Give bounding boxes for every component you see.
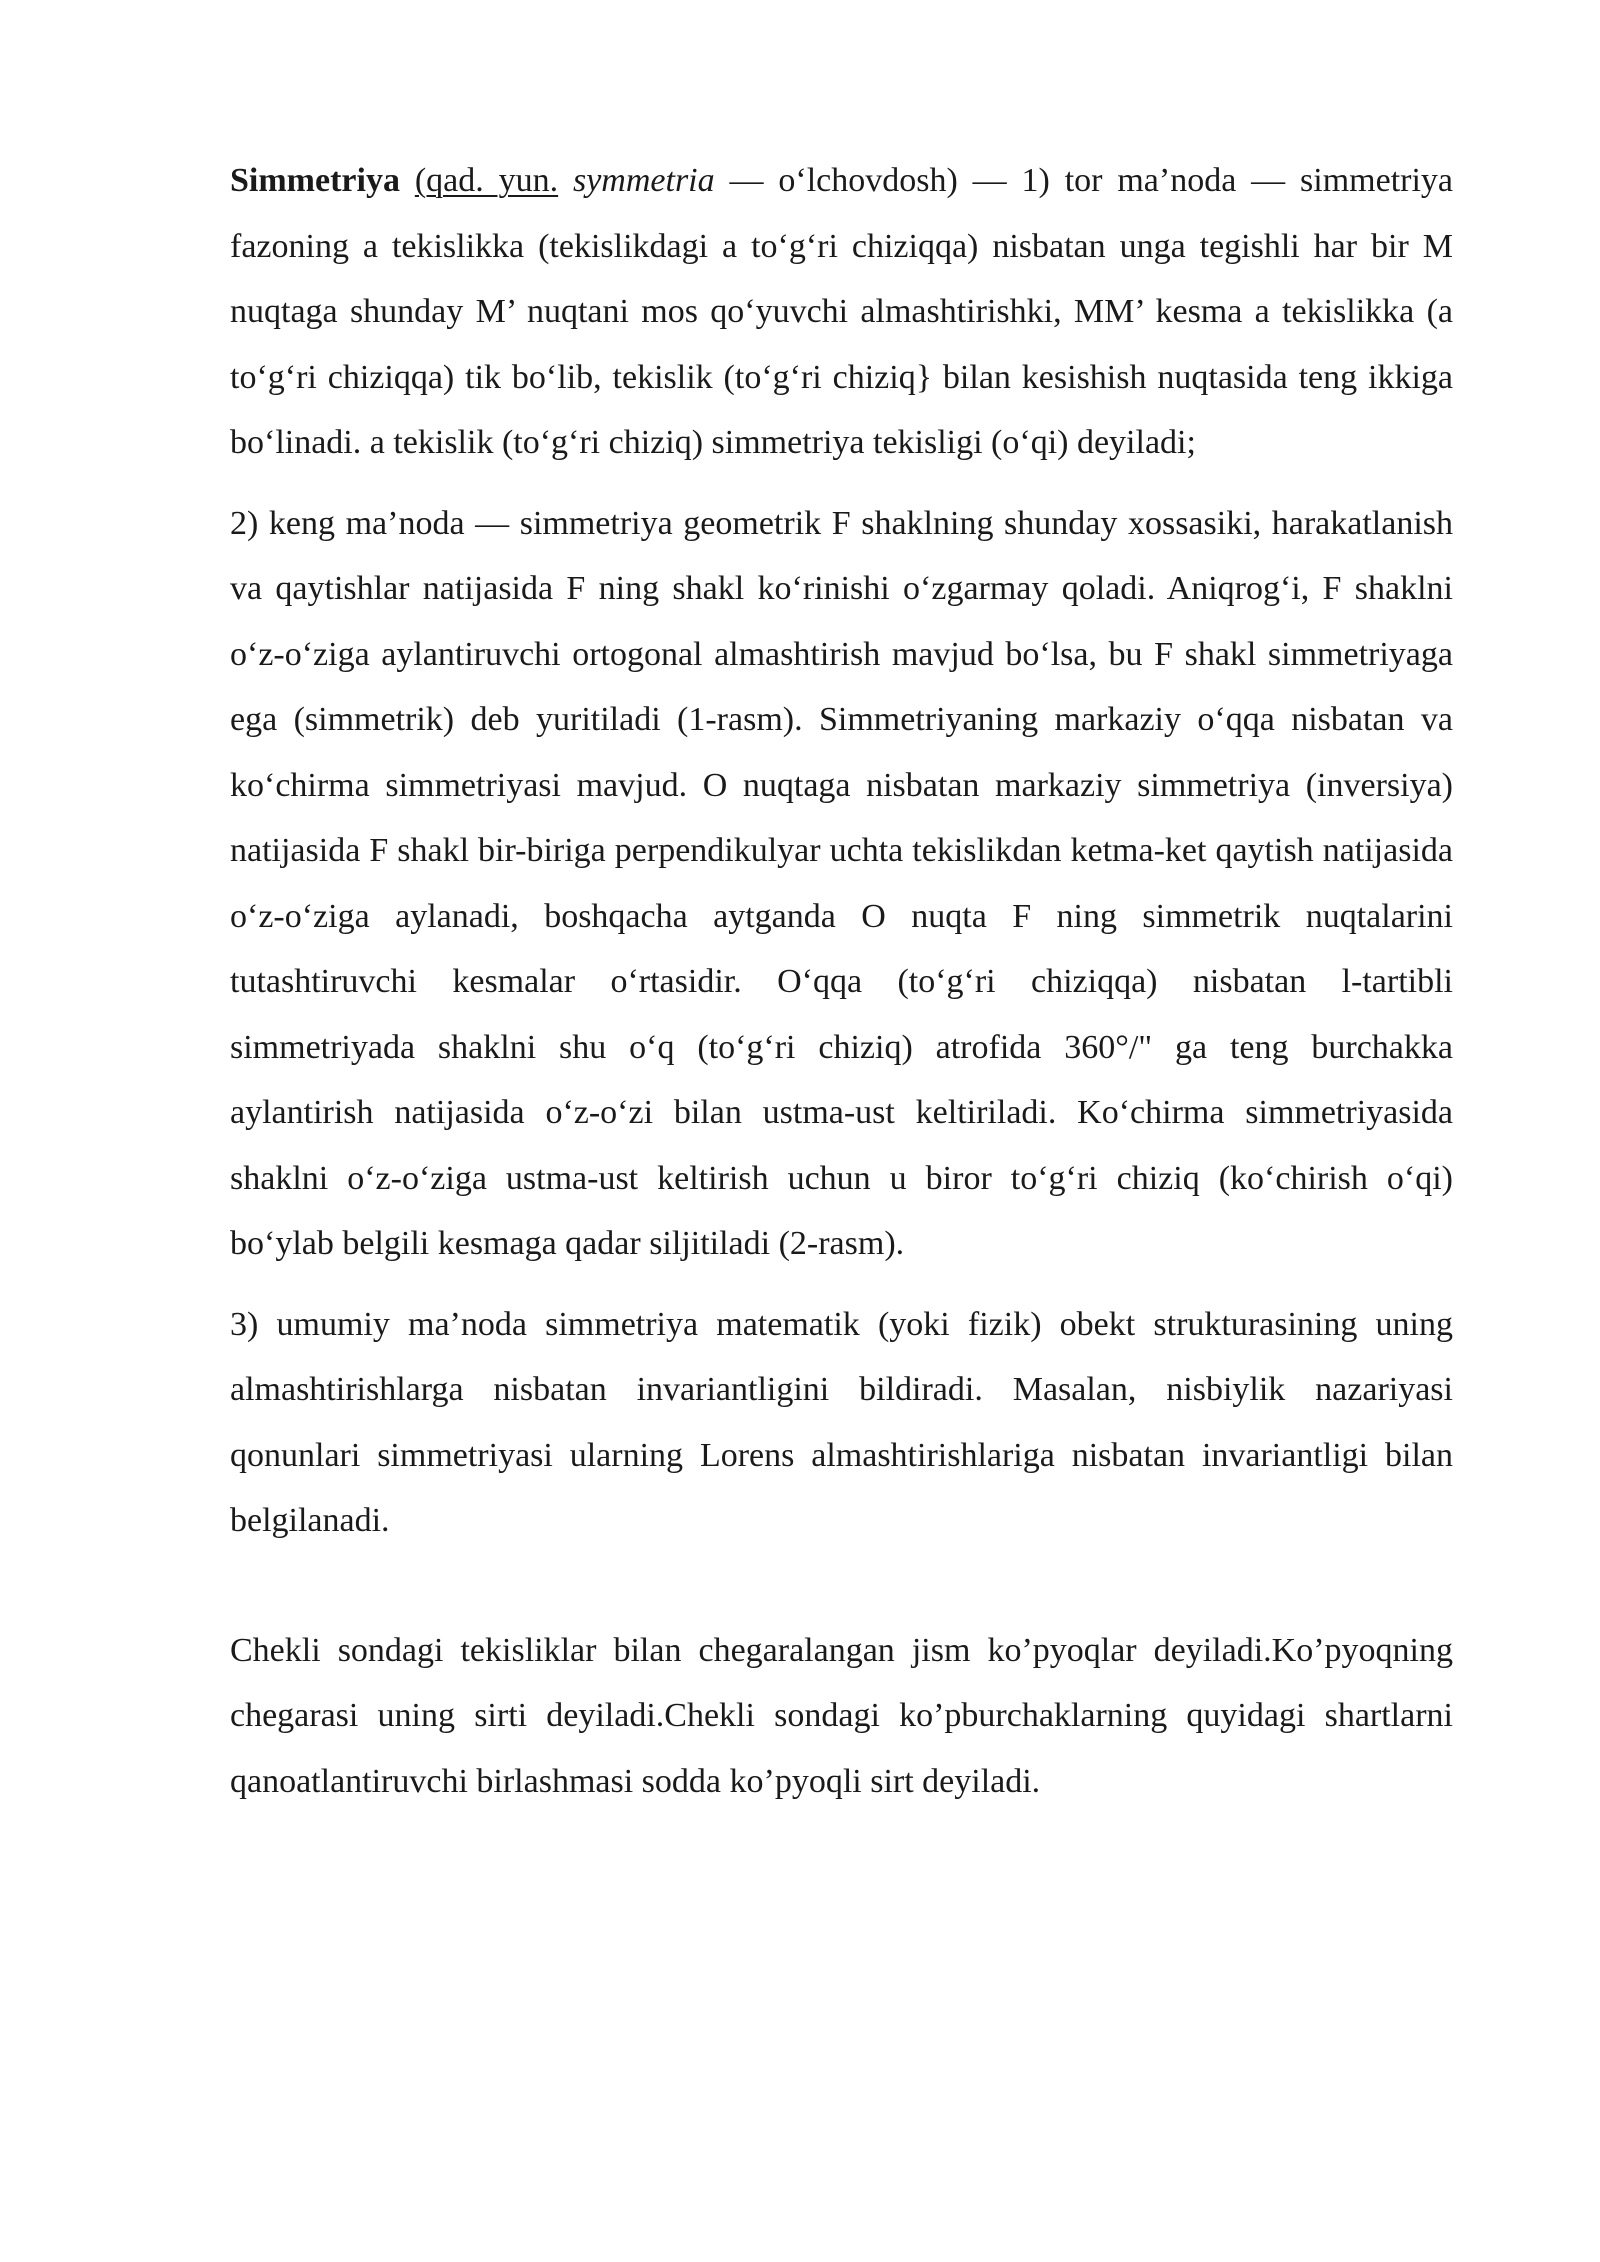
latin-term: symmetria [572, 162, 715, 199]
paragraph-general-meaning: 3) umumiy ma’noda simmetriya matematik (yoki fizik) obekt strukturasining uning almashtirishlarga nisbatan invariantligini bildiradi. Masalan, nisbiylik nazariyasi qonunlari simmetriyasi ularning Lorens almashtirishlariga nisbatan invariantligi bilan belgilanadi. [230, 1305, 1453, 1539]
paragraph-polyhedra: Chekli sondagi tekisliklar bilan chegaralangan jism ko’pyoqlar deyiladi.Ko’pyoqning chegarasi uning sirti deyiladi.Chekli sondagi ko’pburchaklarning quyidagi shartlarni qanoatlantiruvchi birlashmasi sodda ko’pyoqli sirt deyiladi. [230, 1631, 1453, 1800]
document-body [230, 148, 1453, 1829]
definition-text: — o‘lchovdosh) — 1) tor ma’noda — simmetriya fazoning a tekislikka (tekislikdagi a to‘g‘ri chiziqqa) nisbatan unga tegishli har bir M nuqtaga shunday M’ nuqtani mos qo‘yuvchi almashtirishki, MM’ kesma a tekislikka (a to‘g‘ri chiziqqa) tik bo‘lib, tekislik (to‘g‘ri chiziq} bilan kesishish nuqtasida teng ikkiga bo‘linadi. a tekislik (to‘g‘ri chiziq) simmetriya tekisligi (o‘qi) deyiladi; [230, 162, 1454, 461]
paragraph-definition [230, 148, 1453, 476]
term-heading: Simmetriya [230, 162, 400, 199]
etymology-abbreviation: (qad. yun. [414, 162, 559, 199]
paragraph-broad-meaning: 2) keng ma’noda — simmetriya geometrik F shaklning shunday xossasiki, harakatlanish va qaytishlar natijasida F ning shakl ko‘rinishi o‘zgarmay qoladi. Aniqrog‘i, F shaklni o‘z-o‘ziga aylantiruvchi ortogonal almashtirish mavjud bo‘lsa, bu F shakl simmetriyaga ega (simmetrik) deb yuritiladi (1-rasm). Simmetriyaning markaziy o‘qqa nisbatan va ko‘chirma simmetriyasi mavjud. O nuqtaga nisbatan markaziy simmetriya (inversiya) natijasida F shakl bir-biriga perpendikulyar uchta tekislikdan ketma-ket qaytish natijasida o‘z-o‘ziga aylanadi, boshqacha aytganda O nuqta F ning simmetrik nuqtalarini tutashtiruvchi kesmalar o‘rtasidir. O‘qqa (to‘g‘ri chiziqqa) nisbatan l-tartibli simmetriyada shaklni shu o‘q (to‘g‘ri chiziq) atrofida 360°/" ga teng burchakka aylantirish natijasida o‘z-o‘zi bilan ustma-ust keltiriladi. Ko‘chirma simmetriyasida shaklni o‘z-o‘ziga ustma-ust keltirish uchun u biror to‘g‘ri chiziq (ko‘chirish o‘qi) bo‘ylab belgili kesmaga qadar siljitiladi (2-rasm). [230, 504, 1453, 1262]
